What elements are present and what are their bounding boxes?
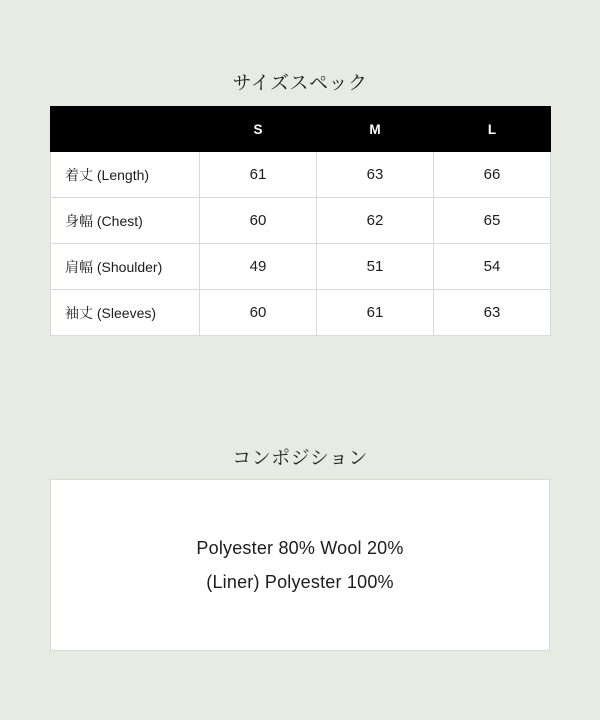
cell-chest-l: 65 [434, 198, 551, 244]
size-spec-title: サイズスペック [232, 73, 368, 94]
cell-sleeves-m: 61 [317, 290, 434, 336]
size-spec-table-wrapper [50, 106, 550, 336]
size-spec-table [50, 106, 551, 336]
cell-sleeves-l: 63 [434, 290, 551, 336]
column-header-m: M [317, 107, 434, 152]
cell-chest-s: 60 [200, 198, 317, 244]
table-row [51, 244, 551, 290]
table-header-row [51, 107, 551, 152]
table-row [51, 198, 551, 244]
cell-length-l: 66 [434, 152, 551, 198]
cell-chest-m: 62 [317, 198, 434, 244]
row-label-shoulder: 肩幅 (Shoulder) [51, 244, 200, 290]
composition-title: コンポジション [232, 448, 368, 469]
cell-shoulder-m: 51 [317, 244, 434, 290]
row-label-chest: 身幅 (Chest) [51, 198, 200, 244]
table-row [51, 152, 551, 198]
column-header-blank [51, 107, 200, 152]
cell-sleeves-s: 60 [200, 290, 317, 336]
composition-line-liner: (Liner) Polyester 100% [206, 572, 394, 592]
cell-length-s: 61 [200, 152, 317, 198]
cell-length-m: 63 [317, 152, 434, 198]
column-header-l: L [434, 107, 551, 152]
row-label-sleeves: 袖丈 (Sleeves) [51, 290, 200, 336]
composition-panel [50, 479, 550, 651]
row-label-length: 着丈 (Length) [51, 152, 200, 198]
table-row [51, 290, 551, 336]
cell-shoulder-l: 54 [434, 244, 551, 290]
column-header-s: S [200, 107, 317, 152]
composition-line-main: Polyester 80% Wool 20% [196, 538, 404, 558]
cell-shoulder-s: 49 [200, 244, 317, 290]
